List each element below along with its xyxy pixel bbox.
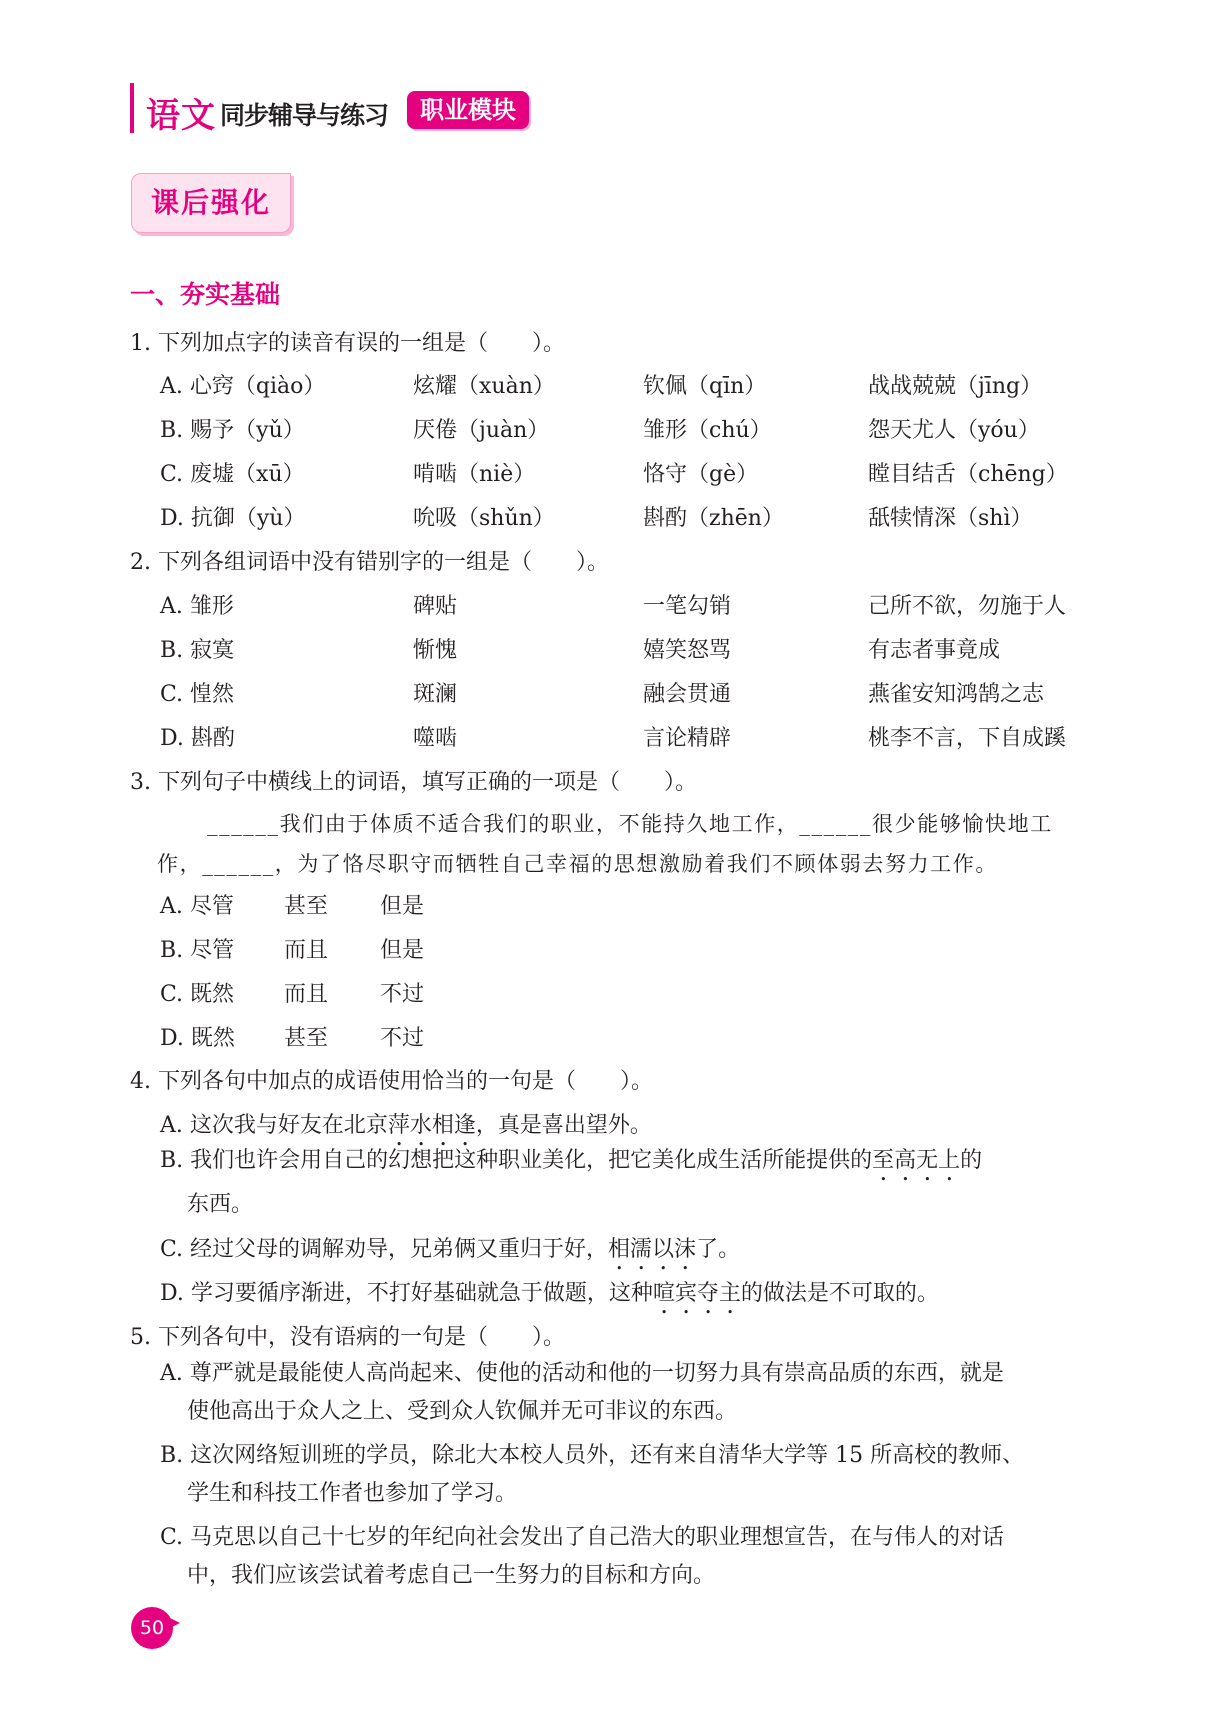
part-title: 一、夯实基础 bbox=[130, 280, 281, 309]
q5-a-line-2: 使他高出于众人之上、受到众人钦佩并无可非议的东西。 bbox=[187, 1399, 738, 1424]
q4-b-text-end: 的 bbox=[960, 1148, 983, 1173]
q4-d-idiom: 喧宾夺主 bbox=[652, 1281, 741, 1306]
question-3-stem: 3. 下列句子中横线上的词语，填写正确的一项是（ ）。 bbox=[130, 770, 697, 795]
header-module-badge: 职业模块 bbox=[407, 91, 529, 129]
q2-option-d-2: 噬啮 bbox=[413, 726, 458, 751]
q1-option-b-4: 怨天尤人（yóu） bbox=[868, 418, 1040, 443]
q3-option-d-2: 甚至 bbox=[284, 1026, 329, 1051]
header-book-title: 同步辅导与练习 bbox=[220, 101, 389, 130]
q3-option-a-3: 但是 bbox=[380, 894, 425, 919]
q3-option-c: C. 既然 bbox=[160, 982, 235, 1007]
q3-option-c-3: 不过 bbox=[380, 982, 425, 1007]
q4-c-text: C. 经过父母的调解劝导，兄弟俩又重归于好， bbox=[160, 1237, 609, 1262]
q5-b-line-1: B. 这次网络短训班的学员，除北大本校人员外，还有来自清华大学等 15 所高校的教师、 bbox=[160, 1443, 1025, 1468]
q1-option-d-2: 吮吸（shǔn） bbox=[413, 506, 555, 531]
q1-option-c: C. 废墟（xū） bbox=[160, 462, 305, 487]
q1-option-c-2: 啃啮（niè） bbox=[413, 462, 536, 487]
q1-option-a-2: 炫耀（xuàn） bbox=[413, 374, 555, 399]
page-number: 50 bbox=[131, 1607, 173, 1649]
q5-option-b bbox=[160, 1437, 1095, 1513]
section-badge: 课后强化 bbox=[131, 173, 291, 233]
q5-c-line-1: C. 马克思以自己十七岁的年纪向社会发出了自己浩大的职业理想宣告，在与伟人的对话 bbox=[160, 1525, 1005, 1550]
q4-d-text: D. 学习要循序渐进，不打好基础就急于做题，这种 bbox=[160, 1281, 653, 1306]
q1-option-b-2: 厌倦（juàn） bbox=[413, 418, 550, 443]
q1-option-b-3: 雏形（chú） bbox=[643, 418, 772, 443]
q5-a-line-1: A. 尊严就是最能使人高尚起来、使他的活动和他的一切努力具有崇高品质的东西，就是 bbox=[160, 1361, 1004, 1386]
q4-b-text: B. 我们也许会用自己的幻想把这种职业美化，把它美化成生活所能提供的 bbox=[160, 1148, 873, 1173]
header-subject: 语文 bbox=[146, 96, 216, 136]
q3-passage-line-1: ______我们由于体质不适合我们的职业，不能持久地工作，______很少能够愉快地工 bbox=[207, 812, 1053, 836]
q3-option-b-3: 但是 bbox=[380, 938, 425, 963]
q2-option-b-3: 嬉笑怒骂 bbox=[643, 638, 732, 663]
q1-option-d: D. 抗御（yù） bbox=[160, 506, 306, 531]
q4-a-idiom: 萍水相逢 bbox=[387, 1113, 476, 1138]
q2-option-b-2: 惭愧 bbox=[413, 638, 458, 663]
q4-option-c bbox=[160, 1232, 740, 1275]
q2-option-c: C. 惶然 bbox=[160, 682, 235, 707]
q2-option-b-4: 有志者事竟成 bbox=[868, 638, 1001, 663]
q5-option-a bbox=[160, 1355, 1095, 1431]
q4-b-continuation: 东西。 bbox=[187, 1192, 254, 1217]
question-5-stem: 5. 下列各句中，没有语病的一句是（ ）。 bbox=[130, 1325, 565, 1350]
question-4-stem: 4. 下列各句中加点的成语使用恰当的一句是（ ）。 bbox=[130, 1069, 653, 1094]
q1-option-d-4: 舐犊情深（shì） bbox=[868, 506, 1033, 531]
q2-option-a-3: 一笔勾销 bbox=[643, 594, 732, 619]
q3-passage-line-2: 作，______，为了恪尽职守而牺牲自己幸福的思想激励着我们不顾体弱去努力工作。 bbox=[157, 852, 998, 876]
q4-c-text-end: 了。 bbox=[696, 1237, 741, 1262]
question-2-stem: 2. 下列各组词语中没有错别字的一组是（ ）。 bbox=[130, 550, 609, 575]
q3-option-b-2: 而且 bbox=[284, 938, 329, 963]
header-accent-bar bbox=[130, 83, 134, 133]
q2-option-d-3: 言论精辟 bbox=[643, 726, 732, 751]
q4-option-d bbox=[160, 1276, 939, 1319]
q3-option-c-2: 而且 bbox=[284, 982, 329, 1007]
q2-option-d-4: 桃李不言，下自成蹊 bbox=[868, 726, 1067, 751]
q3-option-d: D. 既然 bbox=[160, 1026, 235, 1051]
q2-option-c-3: 融会贯通 bbox=[643, 682, 732, 707]
q3-option-d-3: 不过 bbox=[380, 1026, 425, 1051]
q4-d-text-end: 的做法是不可取的。 bbox=[740, 1281, 939, 1306]
q4-b-idiom: 至高无上 bbox=[872, 1148, 961, 1173]
q1-option-a-3: 钦佩（qīn） bbox=[643, 374, 767, 399]
q2-option-a-2: 碑贴 bbox=[413, 594, 458, 619]
q2-option-a: A. 雏形 bbox=[160, 594, 234, 619]
q2-option-a-4: 己所不欲，勿施于人 bbox=[868, 594, 1067, 619]
q5-c-line-2: 中，我们应该尝试着考虑自己一生努力的目标和方向。 bbox=[187, 1563, 716, 1588]
q3-option-a: A. 尽管 bbox=[160, 894, 234, 919]
q1-option-a-4: 战战兢兢（jīng） bbox=[868, 374, 1043, 399]
q2-option-c-4: 燕雀安知鸿鹄之志 bbox=[868, 682, 1045, 707]
q3-option-b: B. 尽管 bbox=[160, 938, 235, 963]
q1-option-d-3: 斟酌（zhēn） bbox=[643, 506, 784, 531]
q2-option-c-2: 斑澜 bbox=[413, 682, 458, 707]
q5-option-c bbox=[160, 1519, 1095, 1595]
q1-option-b: B. 赐予（yǔ） bbox=[160, 418, 305, 443]
q1-option-c-3: 恪守（gè） bbox=[643, 462, 759, 487]
q5-b-line-2: 学生和科技工作者也参加了学习。 bbox=[187, 1481, 518, 1506]
q4-a-text-end: ，真是喜出望外。 bbox=[475, 1113, 652, 1138]
q1-option-a: A. 心窍（qiào） bbox=[160, 374, 326, 399]
q3-option-a-2: 甚至 bbox=[284, 894, 329, 919]
q4-option-b bbox=[160, 1142, 1095, 1224]
q1-option-c-4: 瞠目结舌（chēng） bbox=[868, 462, 1068, 487]
q2-option-d: D. 斟酌 bbox=[160, 726, 235, 751]
q4-a-text: A. 这次我与好友在北京 bbox=[160, 1113, 388, 1138]
q2-option-b: B. 寂寞 bbox=[160, 638, 235, 663]
question-1-stem: 1. 下列加点字的读音有误的一组是（ ）。 bbox=[130, 331, 565, 356]
q4-c-idiom: 相濡以沫 bbox=[608, 1237, 697, 1262]
